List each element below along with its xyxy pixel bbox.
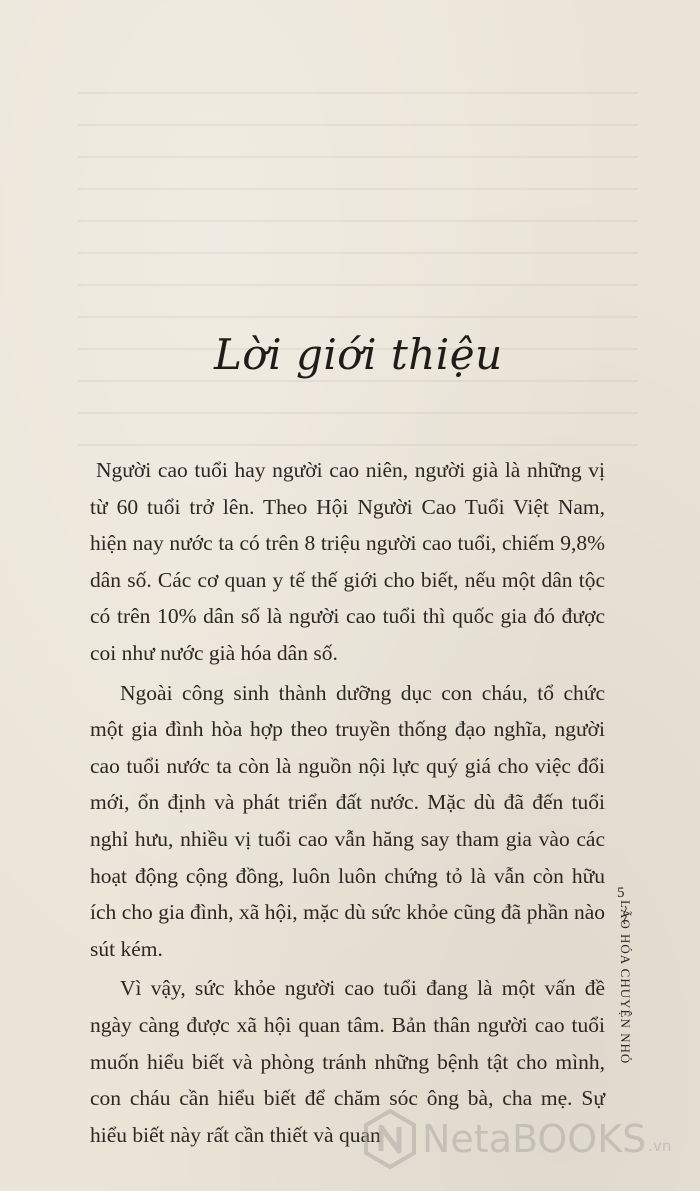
side-margin bbox=[612, 885, 642, 1065]
watermark-brand: NetaBOOKS bbox=[422, 1117, 647, 1161]
bleed-through-text bbox=[78, 92, 638, 476]
netabooks-logo-icon bbox=[362, 1108, 418, 1170]
page-title: Lời giới thiệu bbox=[214, 330, 503, 379]
running-head: LÃO HÓA CHUYỆN NHỎ bbox=[618, 900, 633, 1065]
paragraph-3: Vì vậy, sức khỏe người cao tuổi đang là một vấn đề ngày càng được xã hội quan tâm. Bản thân người cao tuổi muốn hiểu biết và phòng tránh những bệnh tật cho mình, con cháu cần hiểu biết để chăm sóc ông bà, cha mẹ. Sự hiểu biết này rất cần thiết và quan bbox=[90, 976, 605, 1147]
watermark-suffix: .vn bbox=[648, 1137, 672, 1155]
watermark bbox=[362, 1108, 671, 1170]
paragraph-2: Ngoài công sinh thành dưỡng dục con cháu, tổ chức một gia đình hòa hợp theo truyền thống đạo nghĩa, người cao tuổi nước ta còn là nguồn nội lực quý giá cho việc đổi mới, ổn định và phát triển đất nước. Mặc dù đã đến tuổi nghỉ hưu, nhiều vị tuổi cao vẫn hăng say tham gia vào các hoạt động cộng đồng, luôn luôn chứng tỏ là vẫn còn hữu ích cho gia đình, xã hội, mặc dù sức khỏe cũng đã phần nào sút kém. bbox=[90, 680, 605, 961]
body-text bbox=[90, 452, 605, 1156]
paragraph-1: Người cao tuổi hay người cao niên, người già là những vị từ 60 tuổi trở lên. Theo Hội Người Cao Tuổi Việt Nam, hiện nay nước ta có trên 8 triệu người cao tuổi, chiếm 9,8% dân số. Các cơ quan y tế thế giới cho biết, nếu một dân tộc có trên 10% dân số là người cao tuổi thì quốc gia đó được coi như nước già hóa dân số. bbox=[90, 458, 605, 665]
page-number: 5 bbox=[617, 885, 625, 901]
